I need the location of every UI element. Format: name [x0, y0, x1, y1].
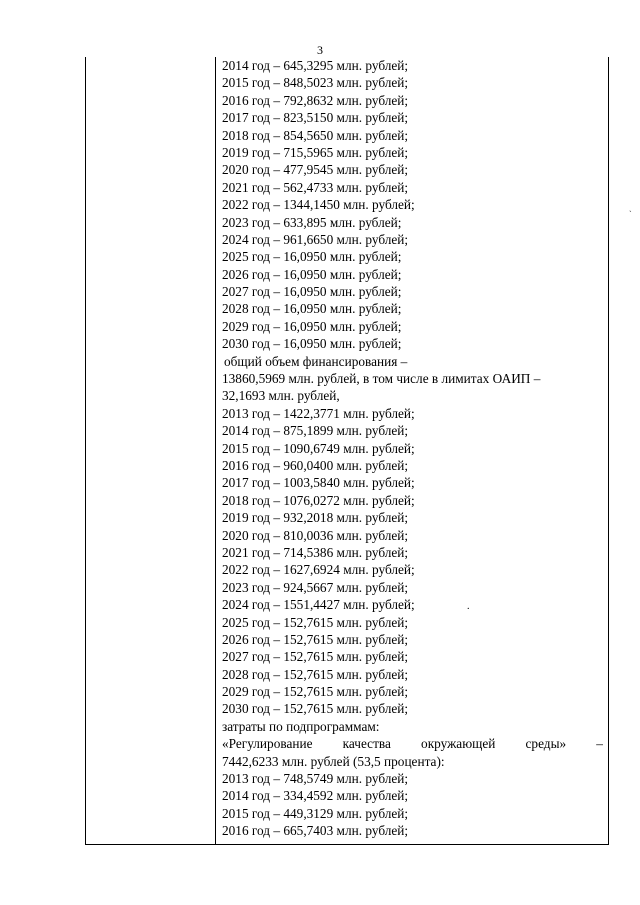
financing-year-line: 2015 год – 449,3129 млн. рублей;	[222, 805, 409, 821]
financing-year-line: 2014 год – 334,4592 млн. рублей;	[222, 788, 409, 804]
financing-year-line: 2028 год – 16,0950 млн. рублей;	[222, 301, 402, 317]
financing-year-line: 2026 год – 152,7615 млн. рублей;	[222, 631, 409, 647]
financing-year-line: 2025 год – 16,0950 млн. рублей;	[222, 249, 402, 265]
subprogram-word: окружающей	[421, 736, 496, 752]
total-heading-line1: общий объем финансирования –	[224, 353, 408, 369]
financing-year-line: 2028 год – 152,7615 млн. рублей;	[222, 666, 409, 682]
financing-year-line: 2018 год – 854,5650 млн. рублей;	[222, 127, 409, 143]
subprogram-name-line	[222, 735, 603, 752]
financing-year-line: 2015 год – 848,5023 млн. рублей;	[222, 75, 409, 91]
table-left-cell	[86, 57, 216, 844]
financing-year-line: 2019 год – 932,2018 млн. рублей;	[222, 510, 409, 526]
financing-year-line: 2015 год – 1090,6749 млн. рублей;	[222, 440, 415, 456]
total-heading-line3: 32,1693 млн. рублей,	[222, 388, 340, 404]
page-number: 3	[317, 43, 323, 57]
financing-year-line: 2013 год – 1422,3771 млн. рублей;	[222, 405, 415, 421]
financing-year-line: 2016 год – 792,8632 млн. рублей;	[222, 92, 409, 108]
financing-year-line: 2024 год – 961,6650 млн. рублей;	[222, 231, 409, 247]
financing-year-line: 2027 год – 16,0950 млн. рублей;	[222, 284, 402, 300]
financing-year-line: 2024 год – 1551,4427 млн. рублей;	[222, 597, 415, 613]
yearly-financing-list-c	[222, 770, 603, 840]
subprogram-word: качества	[342, 736, 391, 752]
financing-year-line: 2013 год – 748,5749 млн. рублей;	[222, 771, 409, 787]
financing-year-line: 2030 год – 16,0950 млн. рублей;	[222, 336, 402, 352]
financing-year-line: 2022 год – 1627,6924 млн. рублей;	[222, 562, 415, 578]
financing-year-line: 2026 год – 16,0950 млн. рублей;	[222, 266, 402, 282]
financing-year-line: 2014 год – 875,1899 млн. рублей;	[222, 423, 409, 439]
financing-year-line: 2020 год – 477,9545 млн. рублей;	[222, 162, 409, 178]
financing-year-line: 2017 год – 1003,5840 млн. рублей;	[222, 475, 415, 491]
financing-year-line: 2029 год – 16,0950 млн. рублей;	[222, 318, 402, 334]
financing-year-line: 2029 год – 152,7615 млн. рублей;	[222, 684, 409, 700]
scan-speck: ˎ	[629, 203, 632, 212]
yearly-financing-list-a	[222, 57, 603, 353]
financing-year-line: 2019 год – 715,5965 млн. рублей;	[222, 144, 409, 160]
financing-year-line: 2027 год – 152,7615 млн. рублей;	[222, 649, 409, 665]
financing-year-line: 2017 год – 823,5150 млн. рублей;	[222, 110, 409, 126]
scan-speck: .	[467, 601, 470, 612]
financing-year-line: 2020 год – 810,0036 млн. рублей;	[222, 527, 409, 543]
subprogram-word: –	[596, 736, 603, 752]
financing-table	[85, 57, 609, 845]
financing-year-line: 2030 год – 152,7615 млн. рублей;	[222, 701, 409, 717]
subprogram-amount-line: 7442,6233 млн. рублей (53,5 процента):	[222, 753, 445, 769]
financing-year-line: 2014 год – 645,3295 млн. рублей;	[222, 58, 409, 73]
subprogram-word: «Регулирование	[222, 736, 313, 752]
subprogram-word: среды»	[525, 736, 567, 752]
financing-year-line: 2023 год – 924,5667 млн. рублей;	[222, 579, 409, 595]
financing-year-line: 2023 год – 633,895 млн. рублей;	[222, 214, 402, 230]
financing-year-line: 2021 год – 562,4733 млн. рублей;	[222, 179, 409, 195]
total-heading-line2: 13860,5969 млн. рублей, в том числе в лимитах ОАИП –	[222, 371, 541, 387]
financing-year-line: 2016 год – 960,0400 млн. рублей;	[222, 457, 409, 473]
subprograms-heading: затраты по подпрограммам:	[222, 718, 380, 734]
yearly-financing-list-b	[222, 405, 603, 718]
financing-year-line: 2021 год – 714,5386 млн. рублей;	[222, 544, 409, 560]
table-right-cell	[217, 57, 608, 844]
financing-year-line: 2022 год – 1344,1450 млн. рублей;	[222, 197, 415, 213]
financing-year-line: 2025 год – 152,7615 млн. рублей;	[222, 614, 409, 630]
financing-year-line: 2018 год – 1076,0272 млн. рублей;	[222, 492, 415, 508]
financing-year-line: 2016 год – 665,7403 млн. рублей;	[222, 823, 409, 839]
